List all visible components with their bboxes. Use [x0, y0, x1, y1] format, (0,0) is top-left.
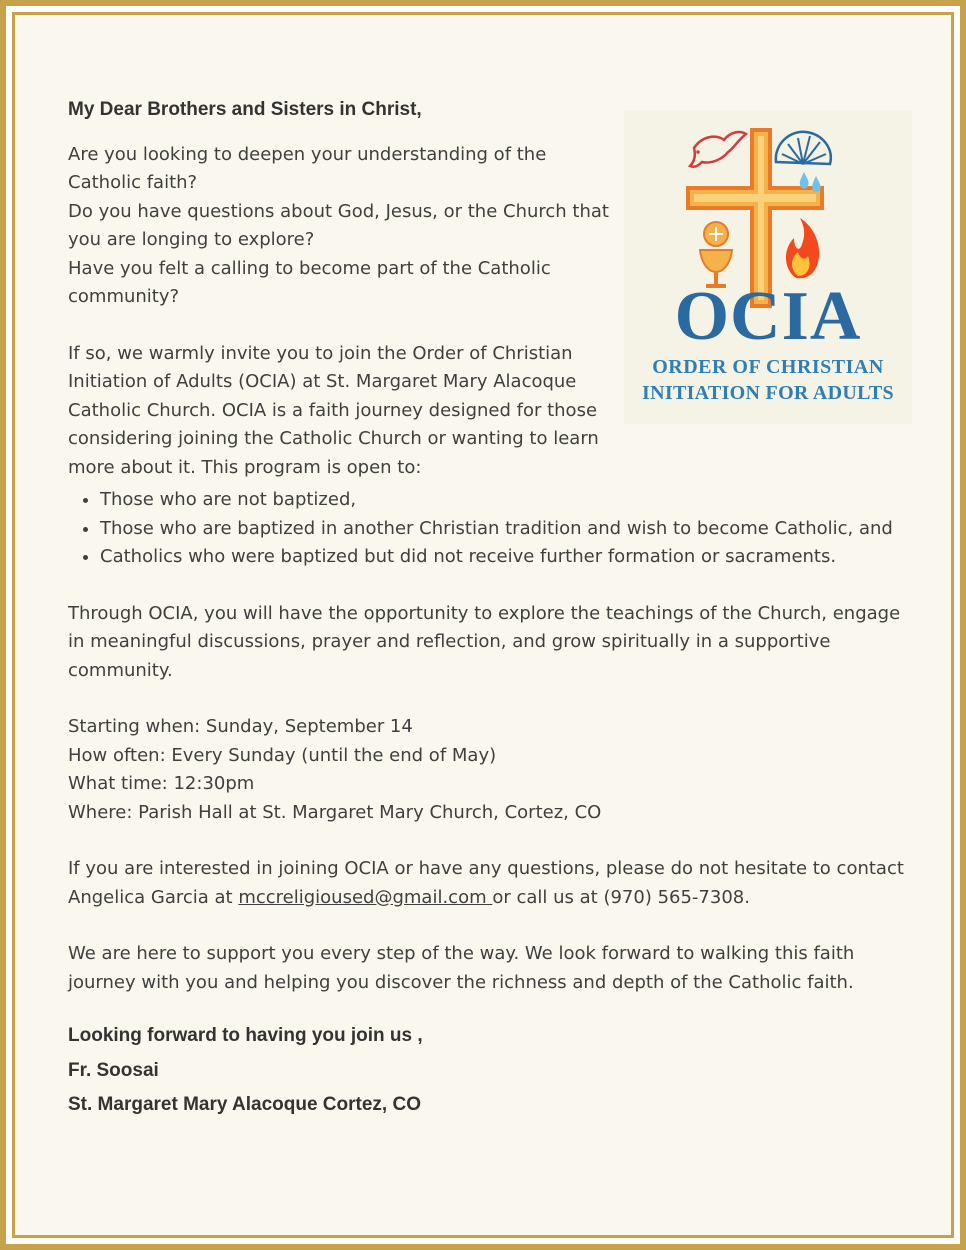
schedule-time: What time: 12:30pm	[68, 773, 255, 794]
greeting: My Dear Brothers and Sisters in Christ,	[68, 99, 422, 120]
signature-parish: St. Margaret Mary Alacoque Cortez, CO	[68, 1094, 421, 1115]
intro-question-3: Have you felt a calling to become part of the Catholic community?	[68, 257, 551, 307]
intro-question-1: Are you looking to deepen your understanding of the Catholic faith?	[68, 143, 547, 193]
contact-email-link[interactable]: mccreligioused@gmail.com	[238, 886, 493, 908]
schedule-block	[68, 713, 908, 827]
list-item: • Those who are not baptized,	[100, 486, 908, 515]
list-item: • Those who are baptized in another Christian tradition and wish to become Catholic, and	[100, 515, 908, 544]
schedule-location: Where: Parish Hall at St. Margaret Mary Church, Cortez, CO	[68, 801, 602, 823]
intro-question-2: Do you have questions about God, Jesus, or the Church that you are longing to explore?	[68, 200, 609, 250]
logo-subtitle-line1: ORDER OF CHRISTIAN	[652, 356, 884, 378]
schedule-start: Starting when: Sunday, September 14	[68, 716, 413, 737]
logo-title: OCIA	[674, 278, 862, 355]
audience-list	[68, 486, 908, 572]
logo-subtitle-line2: INITIATION FOR ADULTS	[642, 382, 894, 404]
contact-text-before: If you are interested in joining OCIA or have any questions, please do not hesitate to contact Angelica Garcia at	[68, 858, 904, 908]
signature-name: Fr. Soosai	[68, 1059, 159, 1081]
intro-block	[68, 141, 613, 483]
contact-paragraph	[68, 855, 908, 912]
schedule-frequency: How often: Every Sunday (until the end of May)	[68, 744, 497, 766]
closing-line: Looking forward to having you join us ,	[68, 1025, 423, 1046]
list-item: • Catholics who were baptized but did not receive further formation or sacraments.	[100, 543, 908, 572]
contact-text-after: or call us at (970) 565-7308.	[492, 886, 750, 908]
opportunity-paragraph: Through OCIA, you will have the opportunity to explore the teachings of the Church, engage in meaningful discussions, prayer and reflection, and grow spiritually in a supportive community.	[68, 602, 901, 681]
closing-block	[68, 1019, 908, 1123]
invite-paragraph: If so, we warmly invite you to join the Order of Christian Initiation of Adults (OCIA) at St. Margaret Mary Alacoque Catholic Church. OCIA is a faith journey designed for those considering joining the Catholic Church or wanting to learn more about it. This program is open to:	[68, 342, 599, 478]
support-paragraph: We are here to support you every step of the way. We look forward to walking this faith journey with you and helping you discover the richness and depth of the Catholic faith.	[68, 943, 855, 993]
letter-body	[68, 96, 908, 1123]
